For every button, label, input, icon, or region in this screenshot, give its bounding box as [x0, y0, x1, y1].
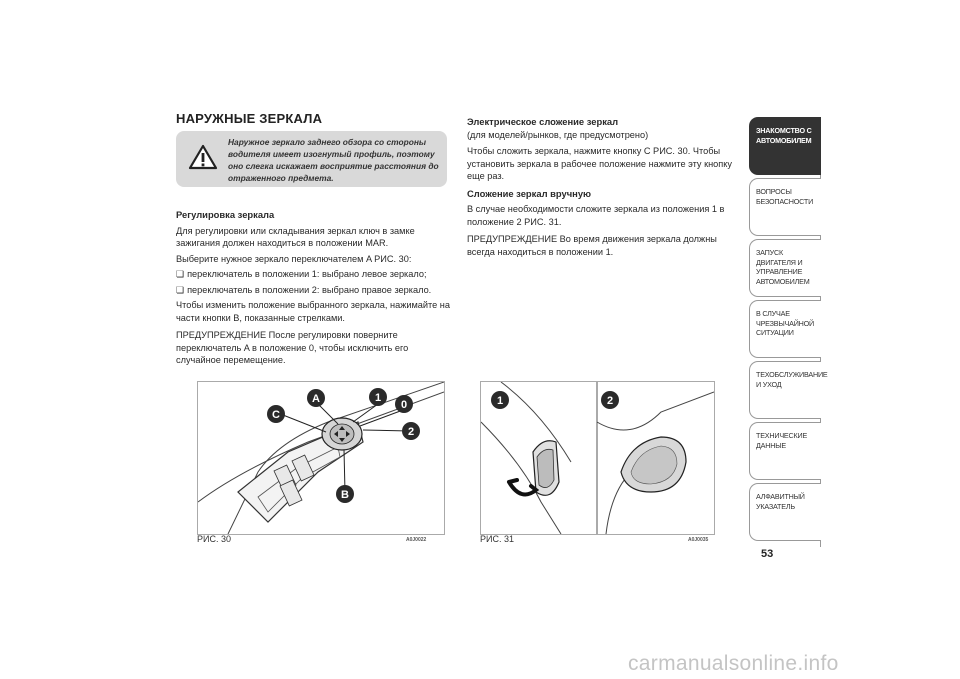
- figure-31: [480, 381, 715, 535]
- manual-heading: Сложение зеркал вручную: [467, 187, 592, 199]
- elec-heading: Электрическое сложение зеркал: [467, 116, 619, 127]
- tab-safety[interactable]: ВОПРОСЫ БЕЗОПАСНОСТИ: [749, 178, 821, 236]
- figure-31-caption: РИС. 31: [480, 534, 514, 544]
- label-a: A: [312, 393, 320, 405]
- manual-warning: ПРЕДУПРЕЖДЕНИЕ Во время движения зеркала должны всегда находиться в положении 1.: [467, 234, 717, 257]
- elec-sub: (для моделей/рынков, где предусмотрено): [467, 129, 649, 140]
- elec-text: Чтобы сложить зеркала, нажмите кнопку C РИС. 30. Чтобы установить зеркала в рабочее положение нажмите эту кнопку еще раз.: [467, 146, 732, 181]
- label-1: 1: [374, 392, 382, 404]
- tab-technical-data[interactable]: ТЕХНИЧЕСКИЕ ДАННЫЕ: [749, 422, 821, 480]
- folding-mirror-illustration: [481, 382, 714, 534]
- adjust-heading: Регулировка зеркала: [176, 209, 275, 220]
- tab-starting-driving[interactable]: ЗАПУСК ДВИГАТЕЛЯ И УПРАВЛЕНИЕ АВТОМОБИЛЕМ: [749, 239, 821, 297]
- manual-text: В случае необходимости сложите зеркала из положения 1 в положение 2 РИС. 31.: [467, 204, 725, 227]
- tab-intro[interactable]: ЗНАКОМСТВО С АВТОМОБИЛЕМ: [749, 117, 821, 175]
- door-switch-illustration: [198, 382, 444, 534]
- tab-maintenance[interactable]: ТЕХОБСЛУЖИВАНИЕ И УХОД: [749, 361, 821, 419]
- label-2: 2: [407, 426, 415, 438]
- page-title: НАРУЖНЫЕ ЗЕРКАЛА: [176, 111, 323, 126]
- figure-30-caption: РИС. 30: [197, 534, 231, 544]
- figure-31-code: A0J0035: [688, 537, 709, 543]
- adjust-p3: Чтобы изменить положение выбранного зеркала, нажимайте на части кнопки B, показанные стрелками.: [176, 300, 450, 323]
- page-number: 53: [761, 548, 774, 560]
- figure-30: [197, 381, 445, 535]
- warning-triangle-icon: [188, 144, 218, 170]
- warning-text: Наружное зеркало заднего обзора со стороны водителя имеет изогнутый профиль, поэтому оно слегка искажает восприятие расстояния до отраженного предмета.: [228, 137, 439, 183]
- tab-emergency[interactable]: В СЛУЧАЕ ЧРЕЗВЫЧАЙНОЙ СИТУАЦИИ: [749, 300, 821, 358]
- tab-index[interactable]: АЛФАВИТНЫЙ УКАЗАТЕЛЬ: [749, 483, 821, 541]
- watermark: carmanualsonline.info: [628, 652, 839, 675]
- figure-30-code: A0J0022: [406, 537, 427, 543]
- label-0: 0: [400, 399, 408, 411]
- label-b: B: [341, 489, 349, 501]
- label-c: C: [272, 409, 280, 421]
- adjust-p1: Для регулировки или складывания зеркал ключ в замке зажигания должен находиться в положении MAR.: [176, 225, 415, 248]
- adjust-p4: ПРЕДУПРЕЖДЕНИЕ После регулировки поверните переключатель A в положение 0, чтобы исключить его случайное перемещение.: [176, 330, 409, 365]
- adjust-p2: Выберите нужное зеркало переключателем A РИС. 30:: [176, 253, 412, 264]
- left-column: [176, 209, 451, 367]
- right-column: [467, 116, 737, 258]
- label-2: 2: [606, 395, 614, 407]
- bullet-1: ❏ переключатель в положении 1: выбрано левое зеркало;: [176, 268, 451, 281]
- bullet-2: ❏ переключатель в положении 2: выбрано правое зеркало.: [176, 284, 451, 297]
- label-1: 1: [496, 395, 504, 407]
